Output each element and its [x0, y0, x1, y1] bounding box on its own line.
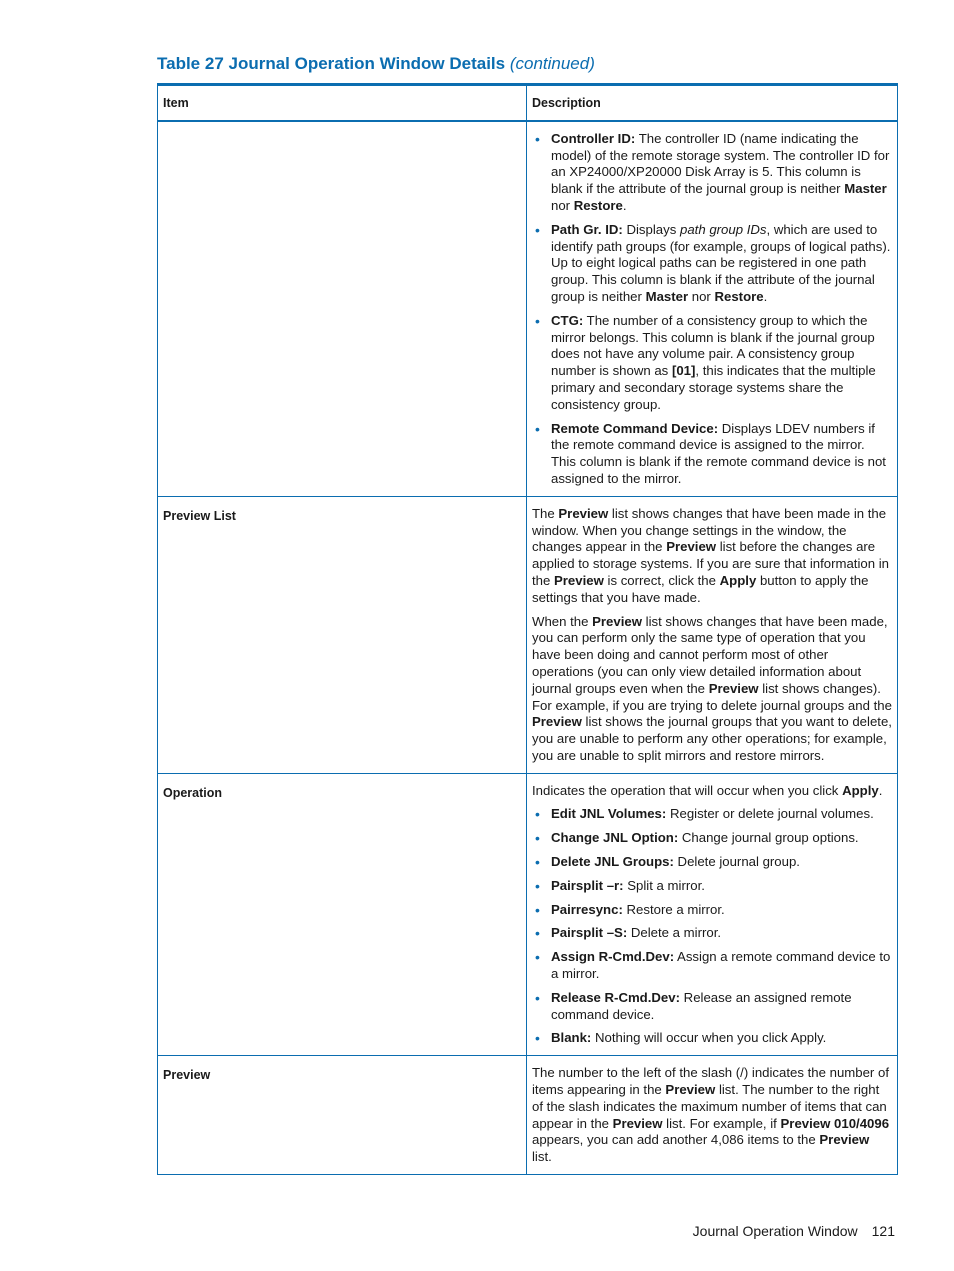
bold-term: Preview [554, 572, 604, 588]
text-run: When the [532, 613, 593, 629]
item-cell: Preview List [158, 496, 527, 773]
text-run: Assign a remote command device to a mirror. [551, 949, 891, 982]
text-run: nor [551, 197, 574, 213]
bold-term: Edit JNL Volumes: [551, 806, 667, 822]
bullet-icon: • [535, 925, 540, 942]
footer-section-title: Journal Operation Window [692, 1223, 858, 1239]
bullet-icon: • [535, 130, 540, 147]
bold-term: Apply [719, 572, 757, 588]
bold-term: Restore [573, 197, 623, 213]
text-run: Displays LDEV numbers if the remote command device is assigned to the mirror. This column is blank if the remote command device is not assigned to the mirror. [551, 420, 886, 486]
bold-term: Restore [714, 288, 764, 304]
text-run: Delete a mirror. [627, 925, 722, 941]
text-run: Delete journal group. [673, 854, 800, 870]
bold-term: Preview [665, 1082, 716, 1098]
description-paragraph [532, 1065, 892, 1166]
bold-term: Master [844, 181, 887, 197]
description-paragraph [532, 783, 892, 800]
bold-term: Remote Command Device: [551, 420, 719, 436]
description-paragraph [532, 506, 892, 607]
list-item [532, 313, 892, 414]
text-run: is correct, click the [603, 572, 720, 588]
bold-term: CTG: [551, 312, 584, 328]
text-run: nor [688, 288, 715, 304]
page-footer [693, 1223, 895, 1239]
text-run: list shows the journal groups that you want to delete, you are unable to perform any other operations; for example, you are unable to split mirrors and restore mirrors. [532, 714, 892, 763]
text-run: list shows changes that have been made in the window. When you change settings in the window, the changes appear in the [532, 505, 887, 555]
page-number: 121 [871, 1223, 895, 1239]
item-cell [158, 121, 527, 496]
bold-term: Preview [708, 680, 759, 696]
bullet-icon: • [535, 221, 540, 238]
list-item [532, 854, 892, 871]
list-item [532, 878, 892, 895]
text-run: Change journal group options. [678, 830, 859, 846]
list-item [532, 1030, 892, 1047]
description-paragraph [532, 614, 892, 765]
description-cell [527, 496, 898, 773]
column-header-description: Description [527, 85, 898, 121]
text-run: Nothing will occur when you click Apply. [591, 1030, 827, 1046]
text-run: The number to the left of the slash (/) indicates the number of items appearing in the [532, 1065, 889, 1098]
text-run: . [878, 782, 883, 798]
details-table [157, 83, 898, 1175]
table-row [158, 773, 898, 1056]
text-run: Displays [622, 221, 680, 237]
bullet-icon: • [535, 901, 540, 918]
bold-term: Pairresync: [551, 901, 623, 917]
bullet-icon: • [535, 1030, 540, 1047]
text-run: , this indicates that the multiple primary and secondary storage systems share the consistency group. [551, 363, 876, 412]
table-caption [157, 54, 595, 74]
bold-term: Master [645, 288, 689, 304]
bullet-icon: • [535, 854, 540, 871]
italic-term: path group IDs [679, 221, 767, 237]
bullet-icon: • [535, 312, 540, 329]
bullet-icon: • [535, 949, 540, 966]
table-row [158, 1056, 898, 1175]
caption-continued: (continued) [509, 54, 595, 73]
text-run: Indicates the operation that will occur when you click [532, 782, 843, 798]
bold-term: Pairsplit –r: [551, 877, 624, 893]
bold-term: Apply [842, 782, 879, 798]
text-run: button to apply the settings that you have made. [532, 572, 869, 605]
text-run: . [622, 197, 627, 213]
list-item [532, 902, 892, 919]
text-run: The [532, 505, 559, 521]
text-run: list. [532, 1149, 552, 1165]
text-run: list shows changes that have been made, you can perform only the same type of operation that you have been doing and cannot perform most of other operations (you can only view detailed information about journal groups even when the [532, 613, 888, 696]
text-run: list shows changes). For example, if you are trying to delete journal groups and the [532, 680, 892, 713]
text-run: Split a mirror. [623, 877, 705, 893]
bullet-icon: • [535, 877, 540, 894]
list-item [532, 131, 892, 215]
bold-term: Blank: [551, 1030, 592, 1046]
text-run: list. For example, if [662, 1115, 781, 1131]
list-item [532, 830, 892, 847]
text-run: appears, you can add another 4,086 items to the [532, 1132, 820, 1148]
bold-term: [01] [671, 363, 696, 379]
text-run: Release an assigned remote command device. [551, 989, 852, 1022]
bold-term: Release R-Cmd.Dev: [551, 989, 680, 1005]
list-item [532, 806, 892, 823]
bold-term: Path Gr. ID: [551, 221, 623, 237]
bold-term: Preview 010/4096 [780, 1115, 890, 1131]
bold-term: Preview [612, 1115, 663, 1131]
bold-term: Preview [558, 505, 609, 521]
description-cell [527, 1056, 898, 1175]
table-header-row [158, 85, 898, 121]
bullet-icon: • [535, 806, 540, 823]
text-run: Restore a mirror. [622, 901, 725, 917]
caption-label: Table 27 Journal Operation Window Details [157, 54, 506, 73]
list-item [532, 925, 892, 942]
bold-term: Preview [532, 714, 582, 730]
text-run: Register or delete journal volumes. [666, 806, 874, 822]
table-row [158, 121, 898, 496]
text-run: The controller ID (name indicating the model) of the remote storage system. The controller ID for an XP24000/XP20000 Disk Array is 5. This column is blank if the attribute of the journal group is neither [551, 130, 890, 197]
bold-term: Controller ID: [551, 130, 636, 146]
bold-term: Preview [666, 539, 717, 555]
column-header-item: Item [158, 85, 527, 121]
text-run: list. The number to the right of the slash indicates the maximum number of items that can appear in the [532, 1082, 887, 1131]
description-cell [527, 121, 898, 496]
bullet-list [532, 131, 892, 488]
text-run: list before the changes are applied to storage systems. If you are sure that information in the [532, 539, 889, 588]
list-item [532, 990, 892, 1024]
bullet-icon: • [535, 420, 540, 437]
list-item [532, 421, 892, 488]
bold-term: Assign R-Cmd.Dev: [551, 949, 675, 965]
description-cell [527, 773, 898, 1056]
table-body [158, 121, 898, 1175]
bold-term: Preview [819, 1132, 870, 1148]
item-cell: Operation [158, 773, 527, 1056]
text-run: . [763, 288, 768, 304]
bold-term: Pairsplit –S: [551, 925, 628, 941]
bullet-icon: • [535, 830, 540, 847]
bullet-list [532, 806, 892, 1047]
table-row [158, 496, 898, 773]
text-run: , which are used to identify path groups (for example, groups of logical paths). Up to eight logical paths can be registered in one path group. This column is blank if the attribute of the journal group is neither [551, 221, 891, 304]
bold-term: Delete JNL Groups: [551, 854, 674, 870]
bullet-icon: • [535, 989, 540, 1006]
text-run: The number of a consistency group to which the mirror belongs. This column is blank if the journal group does not have any volume pair. A consistency group number is shown as [551, 312, 875, 379]
item-cell: Preview [158, 1056, 527, 1175]
list-item [532, 222, 892, 306]
bold-term: Change JNL Option: [551, 830, 679, 846]
list-item [532, 949, 892, 983]
bold-term: Preview [592, 613, 642, 629]
